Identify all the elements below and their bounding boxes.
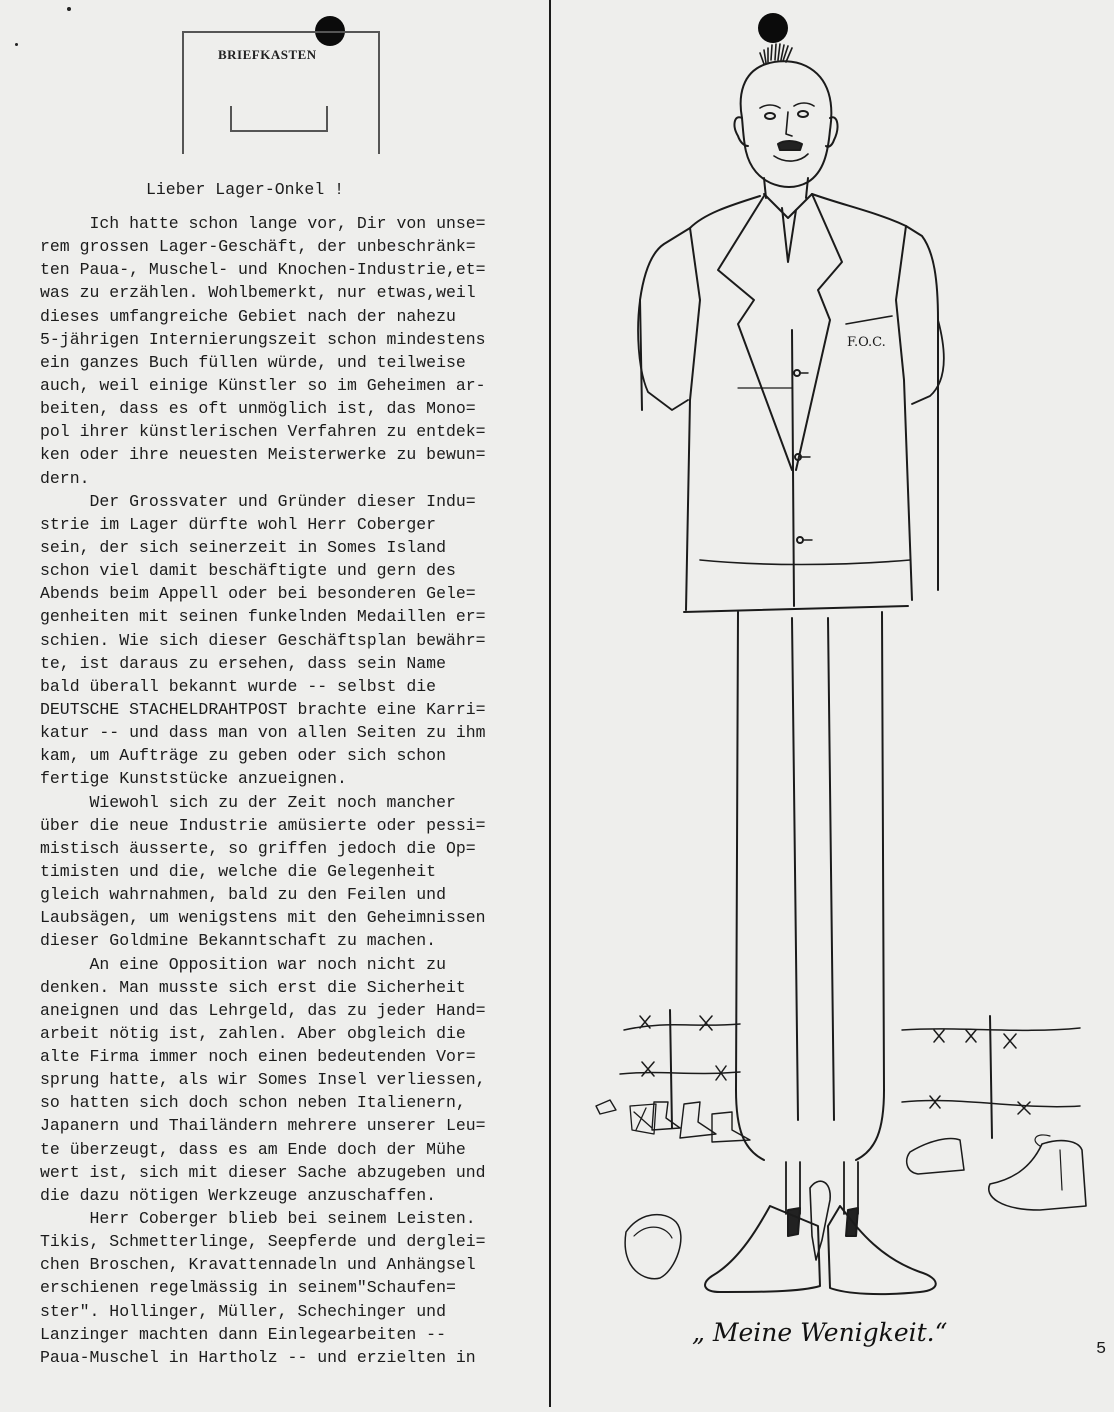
letter-line: die dazu nötigen Werkzeuge anzuschaffen. — [40, 1185, 437, 1205]
ink-speck — [67, 7, 71, 11]
letter-salutation: Lieber Lager-Onkel ! — [146, 180, 345, 199]
letter-line: gleich wahrnahmen, bald zu den Feilen und — [40, 885, 446, 905]
letter-line: schien. Wie sich dieser Geschäftsplan bewähr= — [40, 630, 486, 650]
letter-line: Japanern und Thailändern mehrere unserer Leu= — [40, 1116, 486, 1136]
letter-line: pol ihrer künstlerischen Verfahren zu entdek= — [40, 422, 486, 442]
letter-line: chen Broschen, Kravattennadeln und Anhängsel — [40, 1255, 476, 1275]
letter-line: erschienen regelmässig in seinem"Schaufen= — [40, 1278, 456, 1298]
letter-line: dieser Goldmine Bekanntschaft zu machen. — [40, 931, 437, 951]
column-divider — [549, 0, 551, 1407]
letter-line: te, ist daraus zu ersehen, dass sein Name — [40, 653, 446, 673]
letter-line: sprung hatte, als wir Somes Insel verliessen, — [40, 1070, 486, 1090]
letter-line: An eine Opposition war noch nicht zu — [40, 954, 446, 974]
letter-line: dern. — [40, 468, 90, 488]
letter-line: auch, weil einige Künstler so im Geheimen ar- — [40, 375, 486, 395]
letter-line: schon viel damit beschäftigte und gern des — [40, 561, 456, 581]
letter-line: was zu erzählen. Wohlbemerkt, nur etwas,weil — [40, 283, 476, 303]
letter-line: ster". Hollinger, Müller, Schechinger und — [40, 1301, 446, 1321]
letter-line: strie im Lager dürfte wohl Herr Coberger — [40, 514, 437, 534]
letter-line: ten Paua-, Muschel- und Knochen-Industrie,et= — [40, 260, 486, 280]
letter-line: alte Firma immer noch einen bedeutenden Vor= — [40, 1047, 476, 1067]
letter-line: so hatten sich doch schon neben Italienern, — [40, 1093, 466, 1113]
briefkasten-header — [181, 30, 381, 156]
letter-line: Lanzinger machten dann Einlegearbeiten -- — [40, 1324, 446, 1344]
letter-line: Herr Coberger blieb bei seinem Leisten. — [40, 1209, 476, 1229]
letter-line: DEUTSCHE STACHELDRAHTPOST brachte eine Karri= — [40, 699, 486, 719]
letter-line: timisten und die, welche die Gelegenheit — [40, 861, 437, 881]
letter-line: genheiten mit seinen funkelnden Medaillen er= — [40, 607, 486, 627]
letter-line: Abends beim Appell oder bei besonderen Gele= — [40, 584, 476, 604]
caricature-illustration — [560, 0, 1114, 1407]
letter-line: Tikis, Schmetterlinge, Seepferde und derglei= — [40, 1232, 486, 1252]
letter-line: denken. Man musste sich erst die Sicherheit — [40, 977, 466, 997]
letter-line: kam, um Aufträge zu geben oder sich schon — [40, 746, 446, 766]
letter-line: fertige Kunststücke anzueignen. — [40, 769, 347, 789]
badge-text: F.O.C. — [847, 335, 886, 350]
letter-line: aneignen und das Lehrgeld, das zu jeder Hand= — [40, 1000, 486, 1020]
letter-line: Laubsägen, um wenigstens mit den Geheimnissen — [40, 908, 486, 928]
letter-line: bald überall bekannt wurde -- selbst die — [40, 676, 437, 696]
letter-line: te überzeugt, dass es am Ende doch der Mühe — [40, 1139, 466, 1159]
ink-speck — [15, 43, 18, 46]
mailbox-label: BRIEFKASTEN — [218, 47, 317, 62]
letter-line: 5-jährigen Internierungszeit schon mindestens — [40, 329, 486, 349]
letter-line: katur -- und dass man von allen Seiten zu ihm — [40, 723, 486, 743]
letter-line: über die neue Industrie amüsierte oder pessi= — [40, 815, 486, 835]
letter-line: ken oder ihre neuesten Meisterwerke zu bewun= — [40, 445, 486, 465]
letter-line: Paua-Muschel in Hartholz -- und erzielten in — [40, 1347, 476, 1367]
standing-man-drawing — [560, 0, 1114, 1407]
letter-line: Der Grossvater und Gründer dieser Indu= — [40, 491, 476, 511]
letter-line: Wiewohl sich zu der Zeit noch mancher — [40, 792, 456, 812]
page-number: 5 — [1096, 1340, 1107, 1359]
letter-line: dieses umfangreiche Gebiet nach der nahezu — [40, 306, 456, 326]
letter-line: rem grossen Lager-Geschäft, der unbeschränk= — [40, 237, 476, 257]
letter-line: beiten, dass es oft unmöglich ist, das Mono= — [40, 399, 476, 419]
letter-line: sein, der sich seinerzeit in Somes Island — [40, 537, 446, 557]
letter-line: mistisch äusserte, so griffen jedoch die Op= — [40, 838, 476, 858]
letter-line: wert ist, sich mit dieser Sache abzugeben und — [40, 1162, 486, 1182]
letter-body — [40, 212, 545, 1369]
letter-line: ein ganzes Buch füllen würde, und teilweise — [40, 352, 466, 372]
illustration-caption: „ Meine Wenigkeit.“ — [692, 1318, 948, 1347]
letter-line: arbeit nötig ist, zahlen. Aber obgleich die — [40, 1023, 466, 1043]
letter-line: Ich hatte schon lange vor, Dir von unse= — [40, 214, 486, 233]
